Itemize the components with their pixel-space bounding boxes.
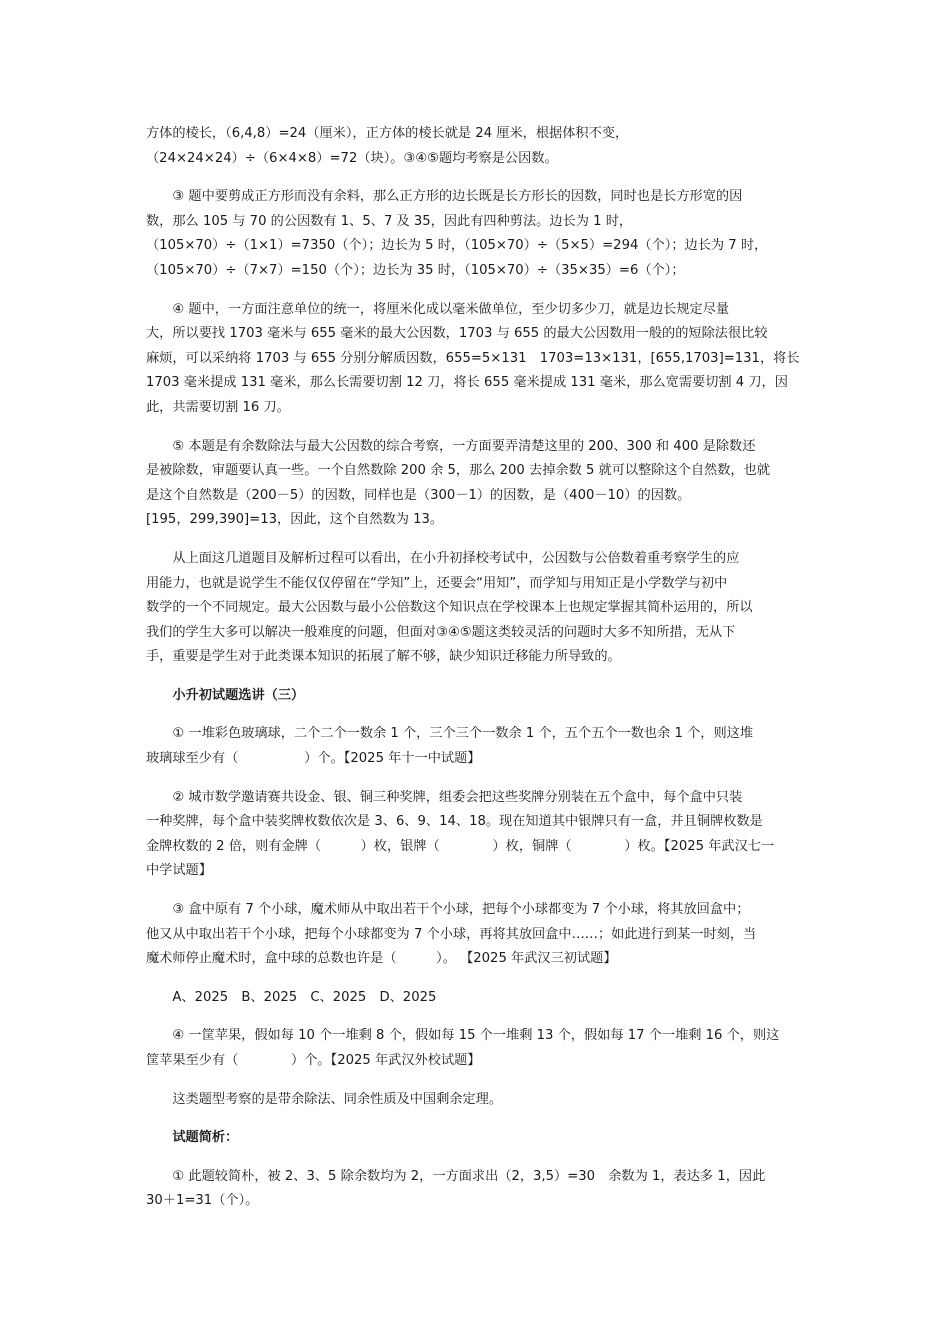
text-line: ① 一堆彩色玻璃球，二个二个一数余 1 个，三个三个一数余 1 个，五个五个一数也余 1 个，则这堆 (146, 726, 754, 742)
paragraph (146, 1165, 811, 1214)
text-line: 这类题型考察的是带余除法、同余性质及中国剩余定理。 (146, 1091, 503, 1107)
section-heading (146, 1126, 811, 1151)
text-line: （24×24×24）÷（6×4×8）=72（块）。③④⑤题均考察是公因数。 (146, 150, 558, 166)
text-line: ③ 题中要剪成正方形而没有余料，那么正方形的边长既是长方形长的因数，同时也是长方形宽的因 (146, 189, 743, 205)
text-line: 试题简析： (146, 1130, 239, 1146)
text-line: 魔术师停止魔术时，盒中球的总数也许是（ ）。 【2025 年武汉三初试题】 (146, 951, 617, 967)
paragraph (146, 1024, 811, 1073)
text-line: （105×70）÷（7×7）=150（个）；边长为 35 时，（105×70）÷（35×35）=6（个）； (146, 262, 685, 278)
text-line: 我们的学生大多可以解决一般难度的问题，但面对③④⑤题这类较灵活的问题时大多不知所措，无从下 (146, 624, 736, 640)
text-line: ④ 一筐苹果，假如每 10 个一堆剩 8 个，假如每 15 个一堆剩 13 个，假如每 17 个一堆剩 16 个，则这 (146, 1028, 780, 1044)
text-line: 大，所以要找 1703 毫米与 655 毫米的最大公因数，1703 与 655 的最大公因数用一般的的短除法很比较 (146, 326, 768, 342)
paragraph (146, 435, 811, 533)
text-line: 30＋1=31（个）。 (146, 1193, 259, 1209)
paragraph (146, 986, 811, 1011)
text-line: （105×70）÷（1×1）=7350（个）；边长为 5 时，（105×70）÷（5×5）=294（个）；边长为 7 时， (146, 238, 768, 254)
text-line: ⑤ 本题是有余数除法与最大公因数的综合考察，一方面要弄清楚这里的 200、300 和 400 是除数还 (146, 438, 756, 454)
text-line: 数，那么 105 与 70 的公因数有 1、5、7 及 35，因此有四种剪法。边长为 1 时， (146, 213, 633, 229)
text-line: 数学的一个不同规定。最大公因数与最小公倍数这个知识点在学校课本上也规定掌握其简朴运用的，所以 (146, 600, 753, 616)
text-line: 玻璃球至少有（ ）个。【2025 年十一中试题】 (146, 751, 481, 767)
text-line: 用能力，也就是说学生不能仅仅停留在“学知”上，还要会“用知”，而学知与用知正是小学数学与初中 (146, 575, 728, 591)
text-line: ② 城市数学邀请赛共设金、银、铜三种奖牌，组委会把这些奖牌分别装在五个盒中，每个盒中只装 (146, 789, 743, 805)
text-line: 金牌枚数的 2 倍，则有金牌（ ）枚，银牌（ ）枚，铜牌（ ）枚。【2025 年武汉七一 (146, 838, 775, 854)
paragraph (146, 185, 811, 283)
text-line: 1703 毫米提成 131 毫米，那么长需要切割 12 刀，将长 655 毫米提成 131 毫米，那么宽需要切割 4 刀，因 (146, 375, 788, 391)
text-line: 此，共需要切割 16 刀。 (146, 399, 290, 415)
paragraph (146, 298, 811, 421)
text-line: [195，299,390]=13，因此，这个自然数为 13。 (146, 512, 444, 528)
text-line: 中学试题】 (146, 863, 212, 879)
text-line: 手，重要是学生对于此类课本知识的拓展了解不够，缺少知识迁移能力所导致的。 (146, 649, 621, 665)
text-line: 是这个自然数是（200－5）的因数，同样也是（300－1）的因数，是（400－10）的因数。 (146, 487, 691, 503)
text-line: ③ 盒中原有 7 个小球，魔术师从中取出若干个小球，把每个小球都变为 7 个小球，将其放回盒中； (146, 902, 750, 918)
text-line: 一种奖牌，每个盒中装奖牌枚数依次是 3、6、9、14、18。现在知道其中银牌只有一盒，并且铜牌枚数是 (146, 814, 763, 830)
paragraph (146, 786, 811, 884)
paragraph (146, 547, 811, 670)
paragraph (146, 722, 811, 771)
text-line: 他又从中取出若干个小球，把每个小球都变为 7 个小球，再将其放回盒中……；如此进行到某一时刻，当 (146, 926, 757, 942)
document-body (146, 122, 811, 1228)
text-line: ① 此题较简朴，被 2、3、5 除余数均为 2，一方面求出（2，3,5）=30 余数为 1，表达多 1，因此 (146, 1168, 766, 1184)
paragraph (146, 122, 811, 171)
text-line: 从上面这几道题目及解析过程可以看出，在小升初择校考试中，公因数与公倍数着重考察学生的应 (146, 550, 740, 566)
paragraph (146, 1088, 811, 1113)
section-heading (146, 684, 811, 709)
text-line: 小升初试题选讲（三） (146, 687, 305, 703)
paragraph (146, 898, 811, 972)
text-line: 筐苹果至少有（ ）个。【2025 年武汉外校试题】 (146, 1053, 481, 1068)
text-line: ④ 题中，一方面注意单位的统一，将厘米化成以毫米做单位，至少切多少刀，就是边长规定尽量 (146, 301, 730, 317)
text-line: 是被除数，审题要认真一些。一个自然数除 200 余 5，那么 200 去掉余数 5 就可以整除这个自然数，也就 (146, 463, 770, 479)
text-line: 方体的棱长，（6,4,8）=24（厘米），正方体的棱长就是 24 厘米，根据体积不变， (146, 126, 629, 141)
text-line: A、2025 B、2025 C、2025 D、2025 (146, 989, 437, 1005)
text-line: 麻烦，可以采纳将 1703 与 655 分别分解质因数，655=5×131 1703=13×131，[655,1703]=131，将长 (146, 350, 800, 366)
